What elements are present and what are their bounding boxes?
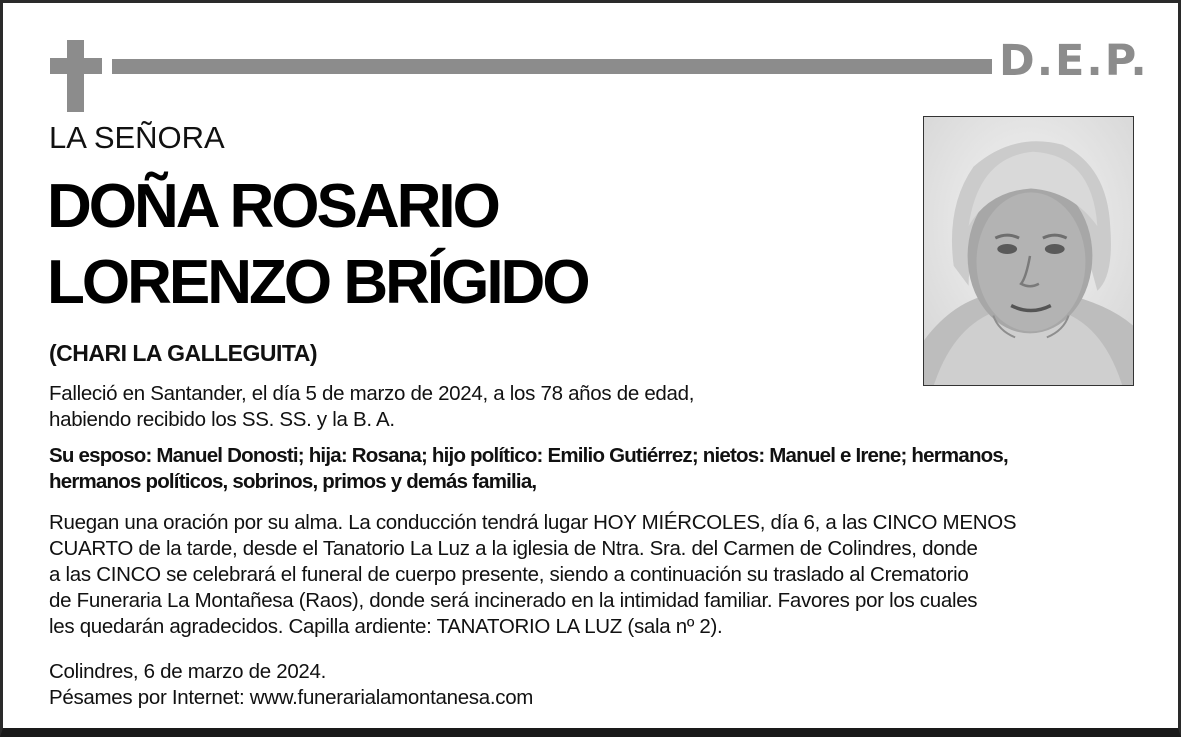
ceremony-line: Ruegan una oración por su alma. La conducción tendrá lugar HOY MIÉRCOLES, día 6, a las CINCO MENOS [49,511,1017,534]
ceremony-line: CUARTO de la tarde, desde el Tanatorio La Luz a la iglesia de Ntra. Sra. del Carmen de Colindres, donde [49,537,978,560]
ceremony-line: de Funeraria La Montañesa (Raos), donde será incinerado en la intimidad familiar. Favores por los cuales [49,589,978,612]
death-notice-line: habiendo recibido los SS. SS. y la B. A. [49,408,395,431]
honorific: LA SEÑORA [49,120,225,155]
place-date: Colindres, 6 de marzo de 2024. [49,660,327,683]
cross-icon [50,40,102,112]
ceremony-paragraph [49,510,1159,640]
family-paragraph [49,443,1159,495]
death-notice-paragraph [49,381,869,433]
ceremony-line: les quedarán agradecidos. Capilla ardiente: TANATORIO LA LUZ (sala nº 2). [49,615,723,638]
name-line-2: LORENZO BRÍGIDO [47,248,588,317]
ceremony-line: a las CINCO se celebrará el funeral de cuerpo presente, siendo a continuación su traslado al Crematorio [49,563,969,586]
name-line-1: DOÑA ROSARIO [47,172,498,241]
death-notice-line: Falleció en Santander, el día 5 de marzo de 2024, a los 78 años de edad, [49,382,695,405]
family-line: Su esposo: Manuel Donosti; hija: Rosana; hijo político: Emilio Gutiérrez; nietos: Manuel e Irene; hermanos, [49,444,1008,467]
header-rule [112,59,992,74]
nickname: (CHARI LA GALLEGUITA) [49,340,318,366]
footer-block [49,659,849,711]
dep-label: D.E.P. [999,36,1149,86]
family-line: hermanos políticos, sobrinos, primos y demás familia, [49,470,537,493]
condolences-link[interactable]: Pésames por Internet: www.funerarialamontanesa.com [49,686,534,709]
deceased-name [47,169,588,321]
portrait-photo [923,116,1134,386]
